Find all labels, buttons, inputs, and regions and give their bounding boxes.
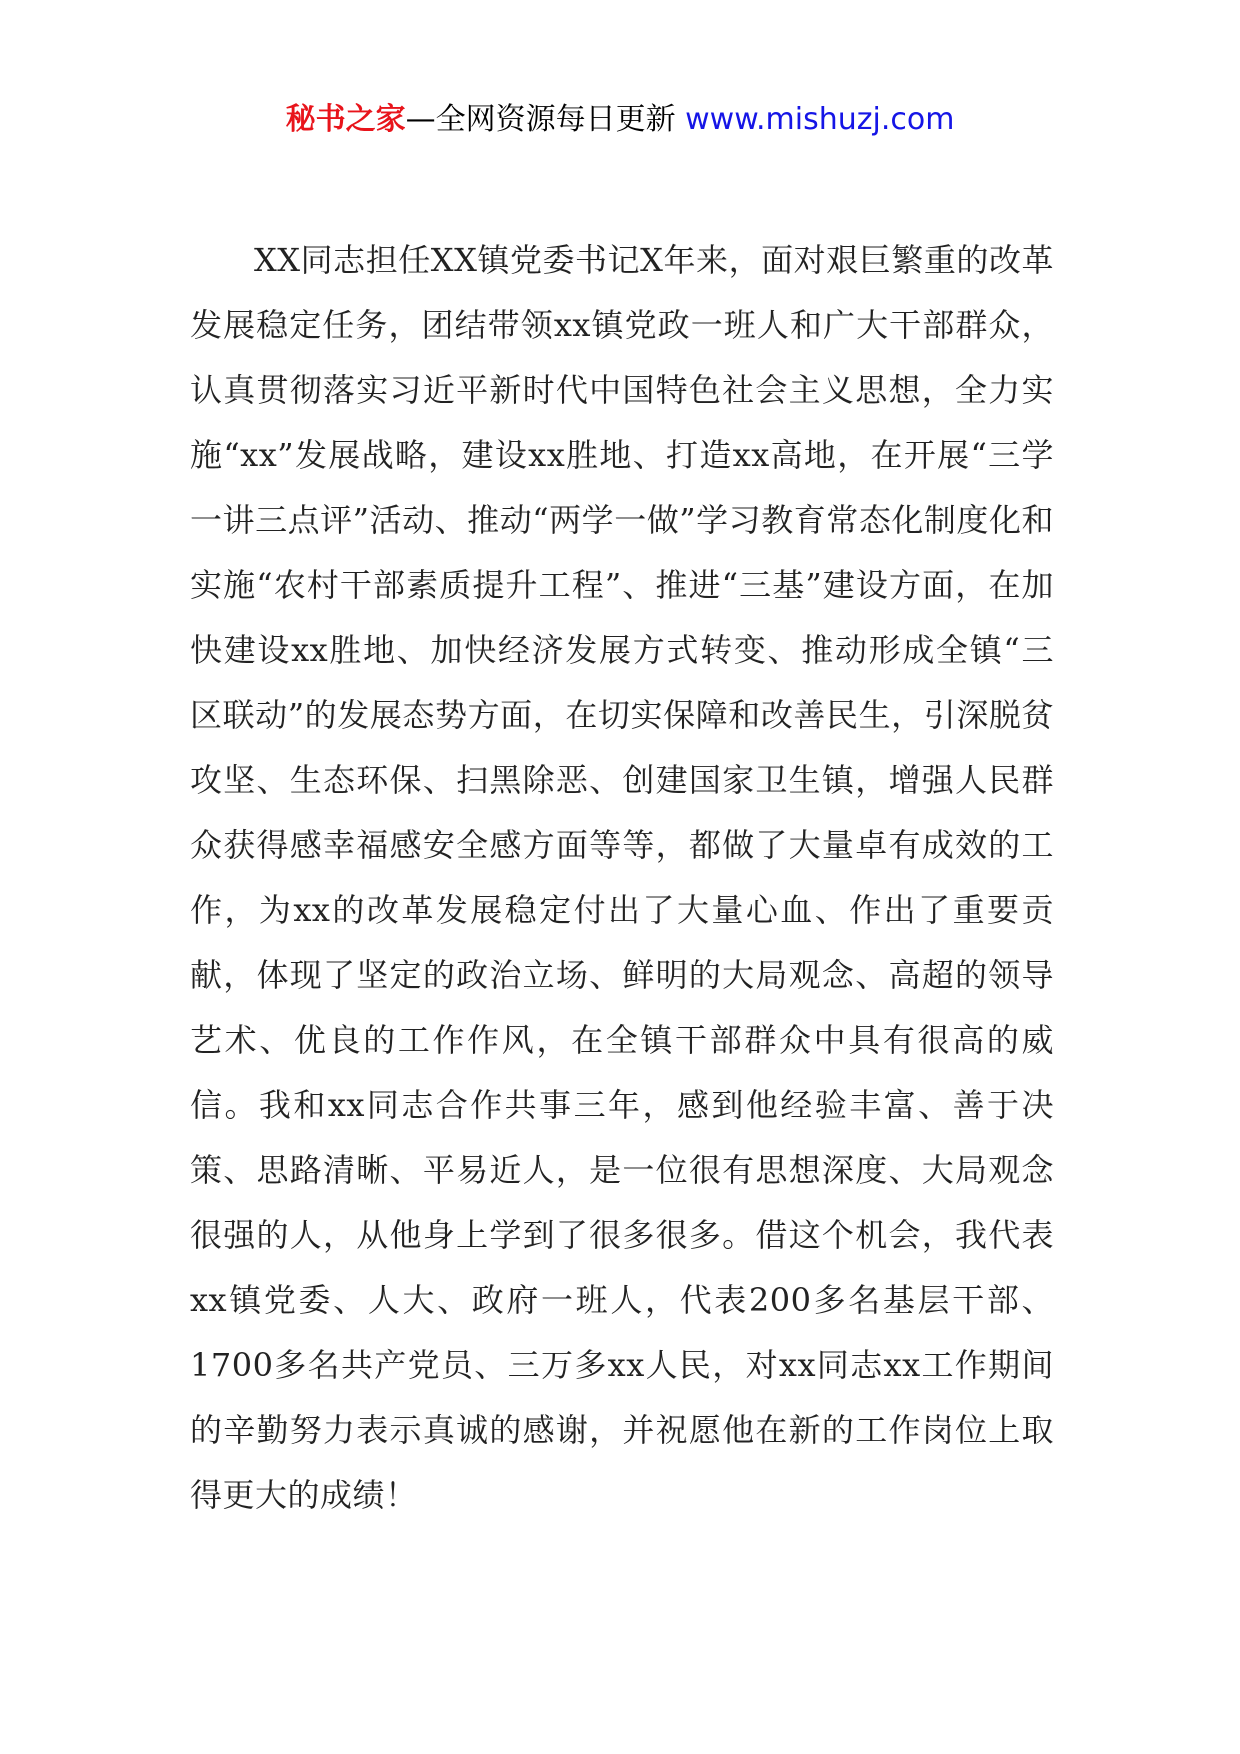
website-link[interactable]: www.mishuzj.com [685,102,955,137]
page-header [0,98,1240,142]
header-tagline: —全网资源每日更新 [405,102,676,137]
body-paragraph: XX同志担任XX镇党委书记X年来，面对艰巨繁重的改革发展稳定任务，团结带领xx镇党政一班人和广大干部群众，认真贯彻落实习近平新时代中国特色社会主义思想，全力实施“xx”发展战略，建设xx胜地、打造xx高地，在开展“三学一讲三点评”活动、推动“两学一做”学习教育常态化制度化和实施“农村干部素质提升工程”、推进“三基”建设方面，在加快建设xx胜地、加快经济发展方式转变、推动形成全镇“三区联动”的发展态势方面，在切实保障和改善民生，引深脱贫攻坚、生态环保、扫黑除恶、创建国家卫生镇，增强人民群众获得感幸福感安全感方面等等，都做了大量卓有成效的工作，为xx的改革发展稳定付出了大量心血、作出了重要贡献，体现了坚定的政治立场、鲜明的大局观念、高超的领导艺术、优良的工作作风，在全镇干部群众中具有很高的威信。我和xx同志合作共事三年，感到他经验丰富、善于决策、思路清晰、平易近人，是一位很有思想深度、大局观念很强的人，从他身上学到了很多很多。借这个机会，我代表xx镇党委、人大、政府一班人，代表200多名基层干部、1700多名共产党员、三万多xx人民，对xx同志xx工作期间的辛勤努力表示真诚的感谢，并祝愿他在新的工作岗位上取得更大的成绩！ [190,241,1054,1514]
brand-name: 秘书之家 [285,102,406,137]
